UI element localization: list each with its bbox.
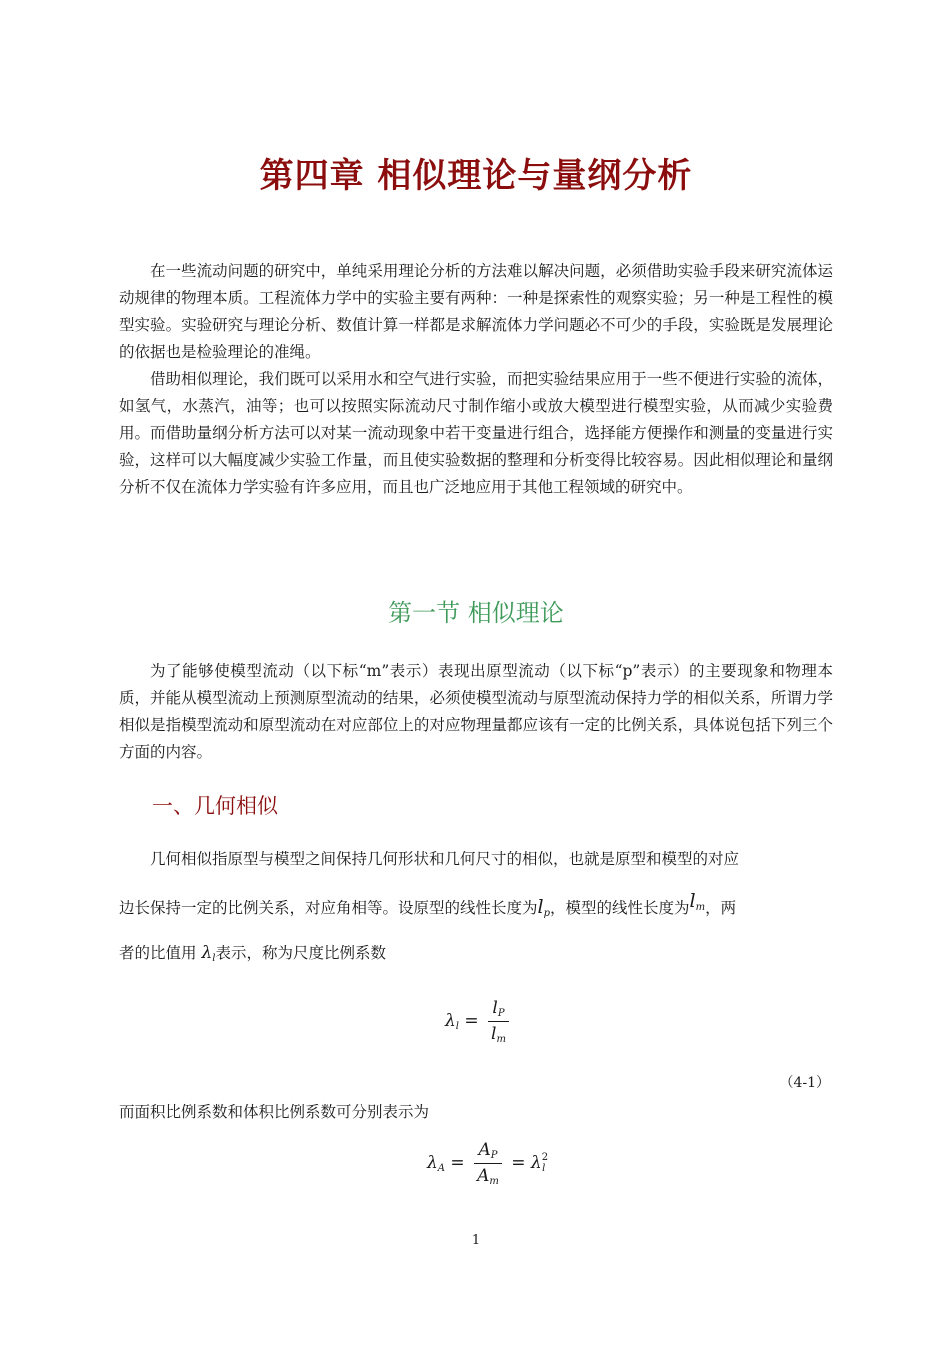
eq2-equals: = (450, 1153, 465, 1173)
lm-subscript: m (695, 902, 706, 913)
eq2-denominator (474, 1164, 502, 1187)
eq1-lhs: λ (445, 1011, 456, 1031)
eq2-num-subscript: P (490, 1150, 498, 1161)
eq1-num-var: l (492, 998, 498, 1018)
lm-symbol (690, 890, 706, 912)
lp-symbol (538, 896, 550, 918)
eq1-denominator (488, 1022, 509, 1045)
eq2-den-subscript: m (489, 1176, 499, 1187)
line-2-text-c: ，两 (705, 899, 737, 917)
section-paragraph-1: 为了能够使模型流动（以下标“m”表示）表现出原型流动（以下标“p”表示）的主要现象和物理本质，并能从模型流动上预测原型流动的结果，必须使模型流动与原型流动保持力学的相似关系，所谓力学相似是指模型流动和原型流动在对应部位上的对应物理量都应该有一定的比例关系，具体说包括下列三个方面的内容。 (119, 662, 833, 761)
line-3-text-b: 表示，称为尺度比例系数 (215, 944, 386, 962)
subsection-line-3 (119, 941, 386, 964)
line-3-text-a: 者的比值用 (119, 944, 197, 962)
equation-4-1 (445, 998, 513, 1045)
equation-number: （4-1） (779, 1075, 830, 1091)
lambda-var: λ (201, 943, 213, 963)
intro-paragraph-2: 借助相似理论，我们既可以采用水和空气进行实验，而把实验结果应用于一些不便进行实验的流体，如氢气，水蒸汽，油等；也可以按照实际流动尺寸制作缩小或放大模型进行模型实验，从而减少实验费用。而借助量纲分析方法可以对某一流动现象中若干变量进行组合，选择能方便操作和测量的变量进行实验，这样可以大幅度减少实验工作量，而且使实验数据的整理和分析变得比较容易。因此相似理论和量纲分析不仅在流体力学实验有许多应用，而且也广泛地应用于其他工程领域的研究中。 (119, 370, 833, 496)
subsection-line-1: 几何相似指原型与模型之间保持几何形状和几何尺寸的相似，也就是原型和模型的对应 (150, 850, 740, 868)
eq2-rhs: λ (530, 1153, 542, 1173)
intro-paragraph-1: 在一些流动问题的研究中，单纯采用理论分析的方法难以解决问题，必须借助实验手段来研究流体运动规律的物理本质。工程流体力学中的实验主要有两种：一种是探索性的观察实验；另一种是工程性的模型实验。实验研究与理论分析、数值计算一样都是求解流体力学问题必不可少的手段，实验既是发展理论的依据也是检验理论的准绳。 (119, 262, 833, 361)
eq1-equals: = (464, 1011, 479, 1031)
eq2-den-var: A (477, 1166, 490, 1186)
eq2-num-var: A (478, 1140, 491, 1160)
equation-area-ratio (427, 1140, 549, 1187)
section-title: 第一节 相似理论 (388, 599, 564, 627)
lm-var: l (689, 890, 696, 912)
lp-subscript: p (543, 908, 550, 919)
chapter-title: 第四章 相似理论与量纲分析 (259, 156, 693, 196)
eq1-lhs-subscript: l (455, 1021, 459, 1032)
eq2-rhs-superscript: 2 (541, 1152, 549, 1163)
lp-var: l (537, 896, 544, 918)
eq2-fraction (474, 1140, 502, 1187)
subsection-title: 一、几何相似 (152, 794, 278, 818)
subsection-line-2 (119, 890, 736, 919)
subsection-line-4: 而面积比例系数和体积比例系数可分别表示为 (119, 1103, 430, 1121)
line-2-text-b: ，模型的线性长度为 (550, 899, 690, 917)
eq2-lhs-subscript: A (437, 1163, 446, 1174)
eq1-numerator (488, 998, 509, 1022)
eq1-den-var: l (491, 1024, 497, 1044)
eq2-numerator (474, 1140, 502, 1164)
eq1-num-subscript: P (497, 1008, 505, 1019)
eq2-equals-2: = (511, 1153, 526, 1173)
eq2-lhs: λ (427, 1153, 438, 1173)
lambda-subscript: l (212, 953, 216, 964)
eq1-fraction (488, 998, 509, 1045)
lambda-symbol (201, 943, 215, 963)
line-2-text-a: 边长保持一定的比例关系，对应角相等。设原型的线性长度为 (119, 899, 538, 917)
eq2-rhs-subscript: l (542, 1163, 546, 1174)
eq1-den-subscript: m (496, 1034, 506, 1045)
page-number: 1 (471, 1233, 481, 1248)
